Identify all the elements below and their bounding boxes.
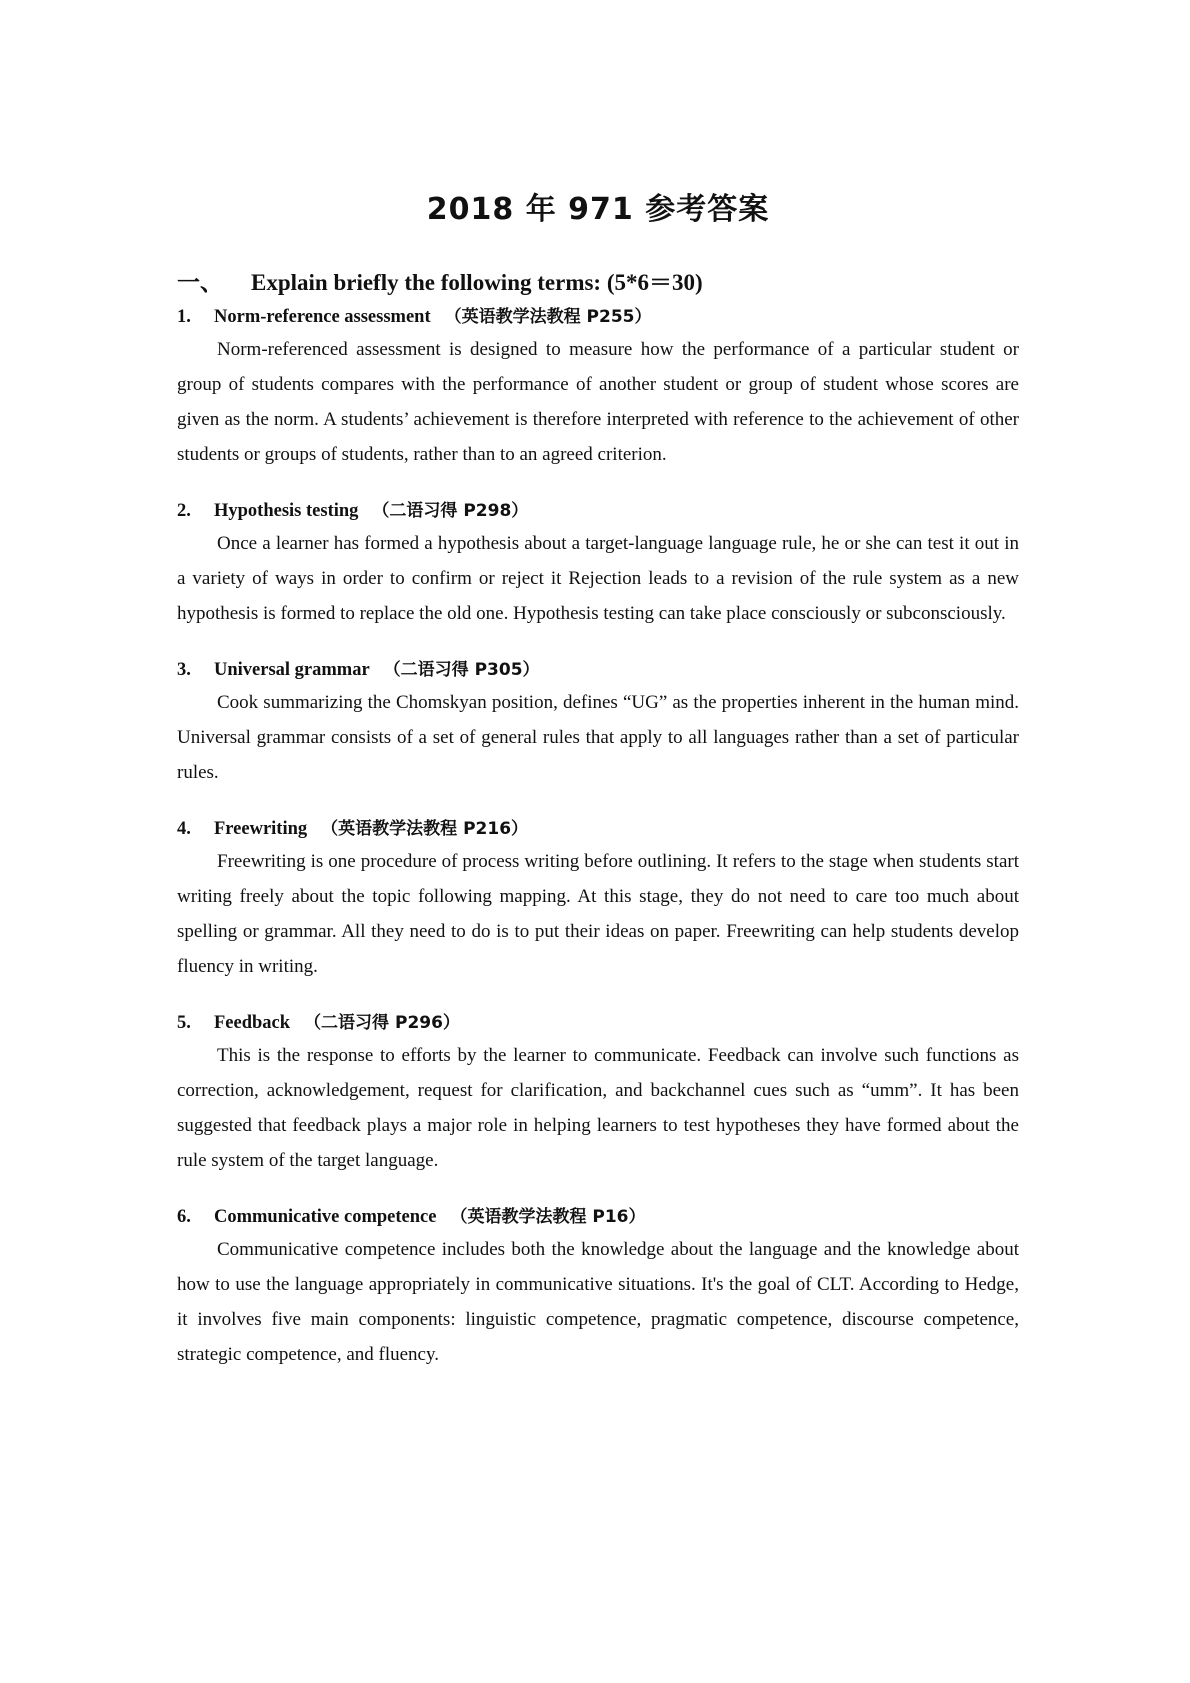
term-item-6 <box>177 1202 1019 1372</box>
term-name: Communicative competence <box>214 1207 437 1227</box>
term-number: 3. <box>177 660 191 680</box>
term-definition: This is the response to efforts by the learner to communicate. Feedback can involve such functions as correction, acknowledgement, request for clarification, and backchannel cues such as “umm”. It has been suggested that feedback plays a major role in helping learners to test hypotheses they have formed about the rule system of the target language. <box>177 1045 1019 1171</box>
section-marker: 一、 <box>177 270 223 295</box>
term-name: Hypothesis testing <box>214 501 359 521</box>
term-number: 4. <box>177 819 191 839</box>
term-reference: （英语教学法教程 P16） <box>450 1207 646 1227</box>
page-title: 2018 年 971 参考答案 <box>426 192 770 227</box>
term-number: 2. <box>177 501 191 521</box>
term-name: Universal grammar <box>214 660 370 680</box>
term-reference: （英语教学法教程 P216） <box>321 819 529 839</box>
term-heading <box>177 302 1019 332</box>
term-name: Freewriting <box>214 819 308 839</box>
term-definition: Communicative competence includes both the knowledge about the language and the knowledge about how to use the language appropriately in communicative situations. It's the goal of CLT. According to Hedge, it involves five main components: linguistic competence, pragmatic competence, discourse competence, strategic competence, and fluency. <box>177 1239 1019 1365</box>
term-definition: Cook summarizing the Chomskyan position, defines “UG” as the properties inherent in the human mind. Universal grammar consists of a set of general rules that apply to all languages rather than a set of particular rules. <box>177 692 1019 783</box>
term-number: 5. <box>177 1013 191 1033</box>
term-heading <box>177 496 1019 526</box>
term-item-3 <box>177 655 1019 790</box>
term-name: Feedback <box>214 1013 291 1033</box>
term-definition: Once a learner has formed a hypothesis about a target-language language rule, he or she can test it out in a variety of ways in order to confirm or reject it Rejection leads to a revision of the rule system as a new hypothesis is formed to replace the old one. Hypothesis testing can take place consciously or subconsciously. <box>177 533 1019 624</box>
term-heading <box>177 655 1019 685</box>
term-definition: Norm-referenced assessment is designed to measure how the performance of a particular student or group of students compares with the performance of another student or group of student whose scores are given as the norm. A students’ achievement is therefore interpreted with reference to the achievement of other students or groups of students, rather than to an agreed criterion. <box>177 339 1019 465</box>
term-reference: （二语习得 P305） <box>383 660 540 680</box>
term-number: 1. <box>177 307 191 327</box>
term-heading <box>177 1202 1019 1232</box>
term-heading <box>177 814 1019 844</box>
term-reference: （二语习得 P296） <box>304 1013 460 1033</box>
term-item-4 <box>177 814 1019 984</box>
term-number: 6. <box>177 1207 191 1227</box>
section-heading-text: Explain briefly the following terms: (5*6＝30) <box>251 270 703 295</box>
term-reference: （二语习得 P298） <box>372 501 529 521</box>
term-item-2 <box>177 496 1019 631</box>
term-item-5 <box>177 1008 1019 1178</box>
document-page <box>177 190 1019 1372</box>
term-item-1 <box>177 302 1019 472</box>
term-name: Norm-reference assessment <box>214 307 431 327</box>
term-definition: Freewriting is one procedure of process writing before outlining. It refers to the stage when students start writing freely about the topic following mapping. At this stage, they do not need to care too much about spelling or grammar. All they need to do is to put their ideas on paper. Freewriting can help students develop fluency in writing. <box>177 851 1019 977</box>
section-heading <box>177 268 1019 298</box>
term-reference: （英语教学法教程 P255） <box>444 307 652 327</box>
term-heading <box>177 1008 1019 1038</box>
